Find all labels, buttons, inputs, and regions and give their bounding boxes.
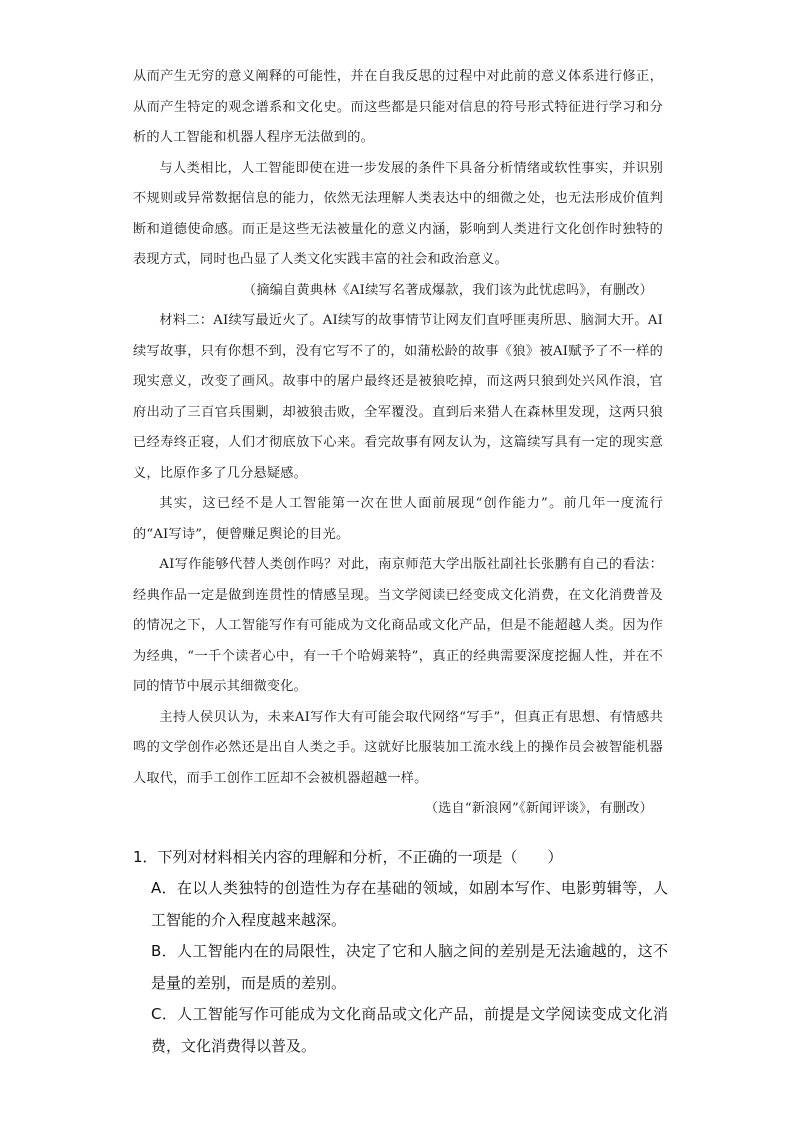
passage-paragraph: 材料二：AI续写最近火了。AI续写的故事情节让网友们直呼匪夷所思、脑洞大开。AI续写故事，只有你想不到，没有它写不了的，如蒲松龄的故事《狼》被AI赋予了不一样的现实意义，改变了画风。故事中的屠户最终还是被狼吃掉，而这两只狼到处兴风作浪，官府出动了三百官兵围剿，却被狼击败，全军覆没。直到后来猎人在森林里发现，这两只狼已经寿终正寝，人们才彻底放下心来。看完故事有网友认为，这篇续写具有一定的现实意义，比原作多了几分悬疑感。 — [133, 313, 663, 481]
passage-paragraph: 其实，这已经不是人工智能第一次在世人面前展现“创作能力”。前几年一度流行的“AI写诗”，便曾赚足舆论的目光。 — [133, 496, 663, 542]
reading-passage — [133, 62, 663, 825]
passage-paragraph: 主持人侯贝认为，未来AI写作大有可能会取代网络“写手”，但真正有思想、有情感共鸣的文学创作必然还是出自人类之手。这就好比服装加工流水线上的操作员会被智能机器人取代，而手工创作工匠却不会被机器超越一样。 — [133, 709, 663, 786]
question-stem: 1．下列对材料相关内容的理解和分析，不正确的一项是（ ） — [133, 848, 563, 866]
passage-paragraph: 与人类相比，人工智能即使在进一步发展的条件下具备分析情绪或软性事实，并识别不规则或异常数据信息的能力，依然无法理解人类表达中的细微之处，也无法形成价值判断和道德使命感。而正是这些无法被量化的意义内涵，影响到人类进行文化创作时独特的表现方式，同时也凸显了人类文化实践丰富的社会和政治意义。 — [133, 160, 663, 267]
answer-option: C．人工智能写作可能成为文化商品或文化产品，前提是文学阅读变成文化消费，文化消费得以普及。 — [151, 1005, 668, 1055]
passage-paragraph: 从而产生无穷的意义阐释的可能性，并在自我反思的过程中对此前的意义体系进行修正，从而产生特定的观念谱系和文化史。而这些都是只能对信息的符号形式特征进行学习和分析的人工智能和机器人程序无法做到的。 — [133, 69, 663, 145]
answer-option: B．人工智能内在的局限性，决定了它和人脑之间的差别是无法逾越的，这不是量的差别，而是质的差别。 — [151, 942, 668, 992]
source-citation: （摘编自黄典林《AI续写名著成爆款，我们该为此忧虑吗》，有删改） — [242, 282, 653, 298]
source-citation: （选自“新浪网”《新闻评谈》，有删改） — [424, 801, 653, 816]
answer-option: A．在以人类独特的创造性为存在基础的领域，如剧本写作、电影剪辑等，人工智能的介入程度越来越深。 — [151, 879, 668, 929]
question-block — [133, 842, 668, 1062]
passage-paragraph: AI写作能够代替人类创作吗？对此，南京师范大学出版社副社长张鹏有自己的看法：经典作品一定是做到连贯性的情感呈现。当文学阅读已经变成文化消费，在文化消费普及的情况之下，人工智能写作有可能成为文化商品或文化产品，但是不能超越人类。因为作为经典，“一千个读者心中，有一千个哈姆莱特”，真正的经典需要深度挖掘人性，并在不同的情节中展示其细微变化。 — [133, 557, 663, 694]
